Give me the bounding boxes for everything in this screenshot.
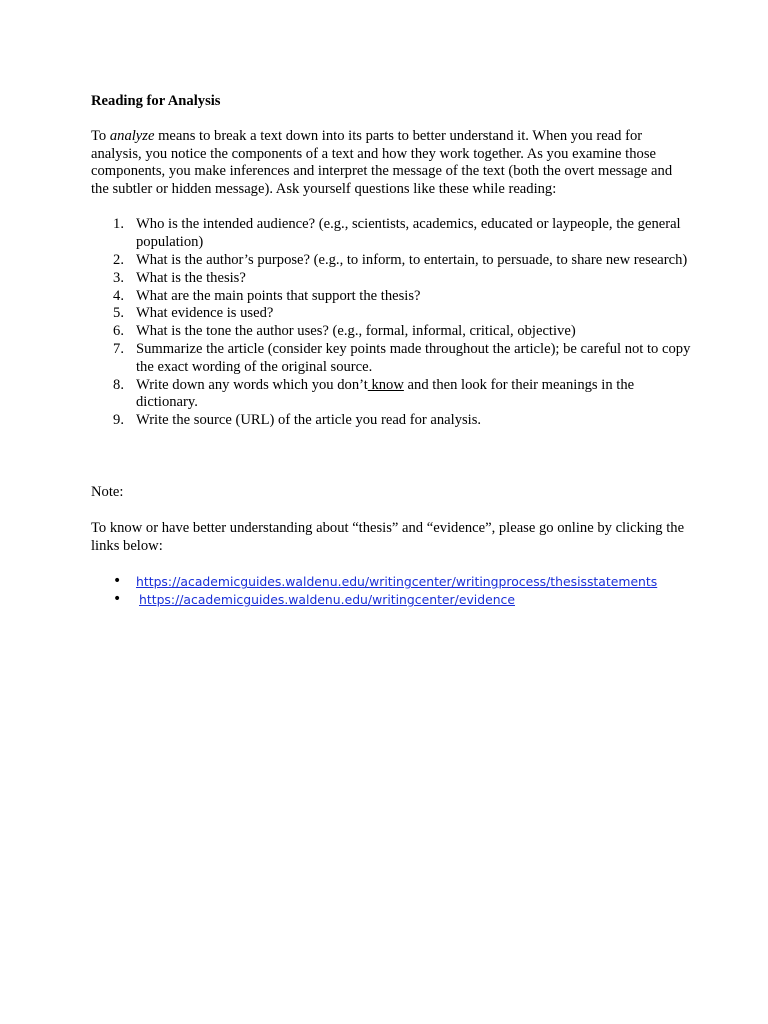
question-list bbox=[91, 216, 691, 430]
underlined-word-know: know bbox=[367, 376, 404, 393]
bullet-icon: • bbox=[113, 591, 122, 608]
question-text-before: Write down any words which you don’t bbox=[136, 376, 368, 393]
question-text: What are the main points that support the thesis? bbox=[136, 287, 421, 304]
question-item-1 bbox=[91, 216, 691, 252]
intro-paragraph bbox=[91, 128, 691, 199]
question-number: 2. bbox=[113, 252, 124, 269]
question-text: What is the author’s purpose? (e.g., to inform, to entertain, to persuade, to share new research) bbox=[136, 252, 688, 269]
document-body bbox=[91, 93, 691, 609]
question-number: 1. bbox=[113, 216, 124, 233]
question-item-8 bbox=[91, 377, 691, 413]
evidence-link[interactable]: https://academicguides.waldenu.edu/writingcenter/evidence bbox=[139, 592, 515, 608]
question-number: 6. bbox=[113, 323, 124, 340]
thesis-statements-link[interactable]: https://academicguides.waldenu.edu/writingcenter/writingprocess/thesisstatements bbox=[136, 574, 658, 590]
link-item-thesis bbox=[91, 573, 691, 591]
question-number: 4. bbox=[113, 287, 124, 304]
intro-emphasis-word: analyze bbox=[109, 127, 155, 144]
bullet-icon: • bbox=[113, 573, 122, 590]
question-item-7 bbox=[91, 341, 691, 377]
question-number: 7. bbox=[113, 341, 124, 358]
note-paragraph: To know or have better understanding about “thesis” and “evidence”, please go online by clicking the links below: bbox=[91, 519, 685, 554]
question-number: 8. bbox=[113, 376, 124, 393]
document-title: Reading for Analysis bbox=[91, 93, 221, 109]
question-item-2 bbox=[91, 252, 691, 270]
question-text: What evidence is used? bbox=[136, 305, 274, 322]
note-label: Note: bbox=[91, 484, 124, 501]
question-text-after: and then look for their meanings in the dictionary. bbox=[136, 376, 635, 411]
question-text: What is the tone the author uses? (e.g., formal, informal, critical, objective) bbox=[136, 323, 576, 340]
intro-text: means to break a text down into its parts to better understand it. When you read for analysis, you notice the components of a text and how they work together. As you examine those components, you make inferences and interpret the message of the text (both the overt message and the subtler or hidden message). Ask yourself questions like these while reading: bbox=[91, 127, 673, 198]
question-item-6 bbox=[91, 323, 691, 341]
question-text: What is the thesis? bbox=[136, 269, 246, 286]
question-text: Who is the intended audience? (e.g., scientists, academics, educated or laypeople, the general population) bbox=[136, 216, 681, 251]
question-item-5 bbox=[91, 305, 691, 323]
question-text: Summarize the article (consider key points made throughout the article); be careful not to copy the exact wording of the original source. bbox=[136, 341, 691, 375]
question-item-9 bbox=[91, 412, 691, 430]
question-item-3 bbox=[91, 270, 691, 288]
link-list bbox=[91, 573, 691, 609]
link-item-evidence bbox=[91, 591, 691, 609]
intro-prefix: To bbox=[91, 127, 110, 144]
question-number: 5. bbox=[113, 305, 124, 322]
question-text: Write the source (URL) of the article you read for analysis. bbox=[136, 412, 482, 429]
question-number: 3. bbox=[113, 269, 124, 286]
question-number: 9. bbox=[113, 412, 124, 429]
question-item-4 bbox=[91, 288, 691, 306]
